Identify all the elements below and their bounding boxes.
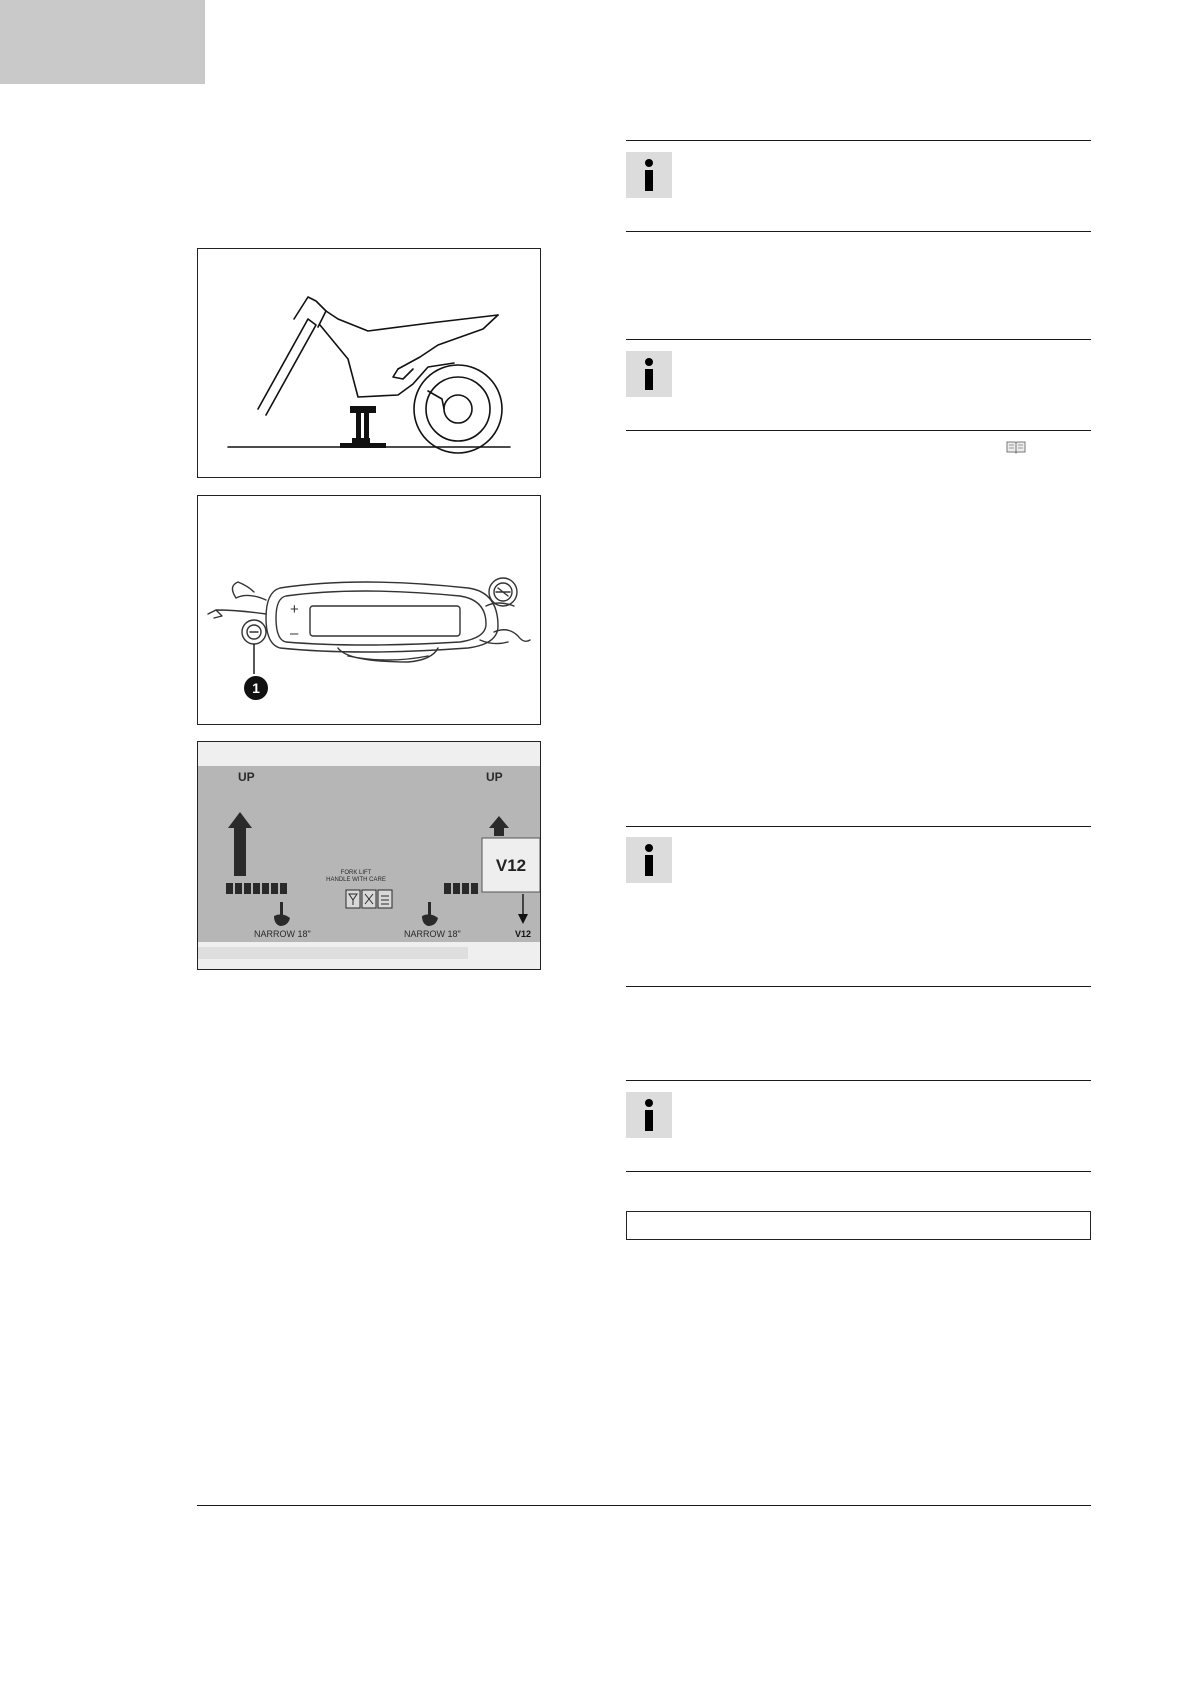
v12-small-label: V12 [514, 929, 532, 939]
info-icon [626, 1092, 672, 1138]
bar-strip-left [226, 883, 287, 894]
figure-packaging-markings [197, 741, 541, 970]
rule-7 [626, 1080, 1091, 1081]
rule-8 [626, 1171, 1091, 1172]
rule-6 [626, 986, 1091, 987]
packaging-markings-photo [198, 742, 541, 970]
handling-symbols-icon [346, 890, 392, 908]
rule-1 [626, 140, 1091, 141]
fork-lift-line2: HANDLE WITH CARE [326, 877, 386, 883]
empty-text-frame [626, 1211, 1091, 1240]
chapter-tab [0, 0, 205, 84]
figure-motorcycle-stand [197, 248, 541, 478]
rule-5 [626, 826, 1091, 827]
rule-3 [626, 339, 1091, 340]
book-icon[interactable] [1005, 440, 1027, 454]
info-icon [626, 351, 672, 397]
info-icon [626, 152, 672, 198]
footer-rule [197, 1505, 1091, 1506]
charger-plus-symbol: + [290, 601, 299, 618]
callout-number-1: 1 [252, 680, 260, 696]
v12-zoom-label: V12 [495, 856, 527, 875]
rule-4 [626, 430, 1091, 431]
narrow-label-left: NARROW 18" [254, 929, 311, 939]
up-label-right: UP [486, 770, 503, 784]
info-icon [626, 837, 672, 883]
rule-2 [626, 231, 1091, 232]
up-label-left: UP [238, 770, 255, 784]
figure-battery-charger [197, 495, 541, 725]
charger-minus-symbol: – [290, 625, 299, 642]
fork-lift-line1: FORK LIFT [340, 870, 372, 876]
battery-charger-illustration [198, 496, 541, 725]
motorcycle-on-stand-illustration [198, 249, 541, 478]
narrow-label-right: NARROW 18" [404, 929, 461, 939]
